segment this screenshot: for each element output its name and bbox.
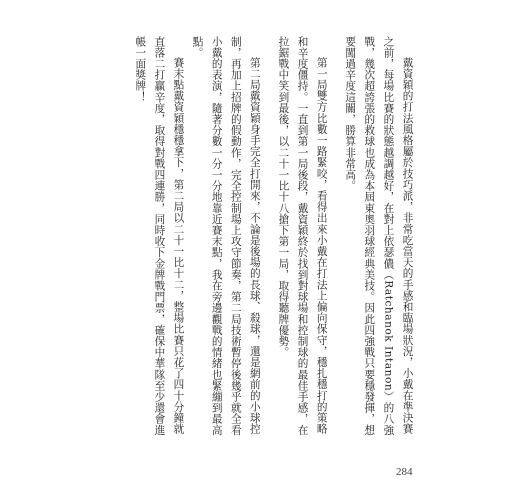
- page-number: 284: [396, 466, 413, 478]
- paragraph-2: 第一局雙方比數一路緊咬，看得出來小戴在打法上偏向保守，穩扎穩打的策略和辛度僵持。一直到第一局後段，戴資穎終於找到對球場和控制球的最佳手感，在拉鋸戰中笑到最後，以二十一比十八搶下第一局，取得聽牌優勢。: [277, 36, 328, 436]
- paragraph-4: 賽末點戴資穎穩穩拿下，第二局以二十一比十二，整場比賽只花了四十分鐘就直落二打贏辛度，取得對戰四連勝，同時收下金牌戰門票，確保中華隊至少還會進帳一面獎牌！: [134, 36, 185, 436]
- body-text: [130, 36, 426, 444]
- paragraph-1: 戴資穎的打法風格屬於技巧派，非常吃當天的手感和臨場狀況，小戴在準決賽之前，每場比賽的狀態越調越好，在對上依瑟儂（Ratchanok Intanon）的八強戰，幾次超誇張的救球也成為本屆東奧羽球經典美技。因此四強戰只要穩發揮，想要闖過辛度這關，勝算非常高。: [344, 36, 414, 436]
- paragraph-3: 第二局戴資穎身手完全打開來，不論是後場的長球、殺球，還是網前的小球控制，再加上招牌的假動作，完全控制場上攻守節奏，第二局技術暫停後幾乎就全看小戴的表演，隨著分數一分一分地靠近賽末點，我在旁邊觀戰的情緒也緊繃到最高點。: [191, 36, 261, 436]
